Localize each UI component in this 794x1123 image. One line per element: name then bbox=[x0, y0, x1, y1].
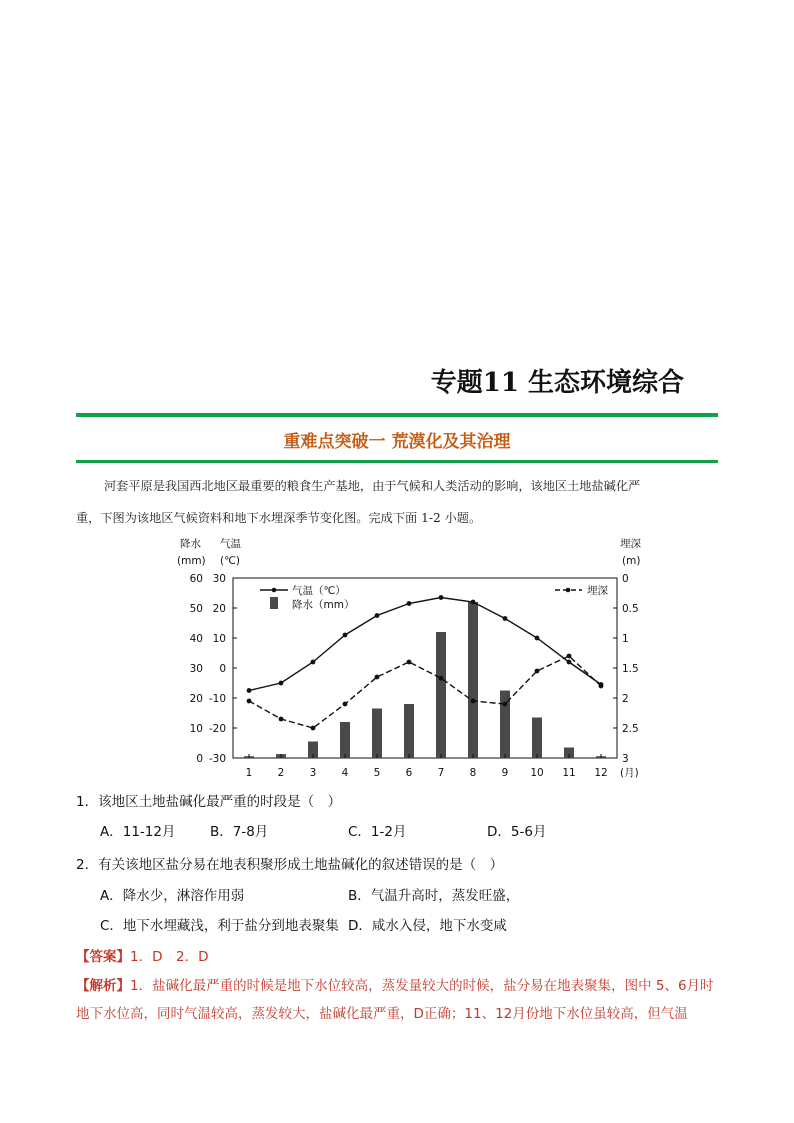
depth-point bbox=[535, 669, 540, 674]
depth-point bbox=[311, 726, 316, 731]
depth-point bbox=[567, 654, 572, 659]
legend-temp-label: 气温（℃） bbox=[292, 585, 346, 597]
temp-tick-label: 10 bbox=[212, 633, 226, 645]
x-tick-label: 11 bbox=[562, 767, 576, 779]
depth-tick-label: 3 bbox=[622, 753, 629, 765]
depth-point bbox=[279, 717, 284, 722]
depth-tick-label: 0.5 bbox=[622, 603, 639, 615]
temp-point bbox=[279, 681, 284, 686]
depth-tick-label: 2.5 bbox=[622, 723, 639, 735]
x-tick-label: 9 bbox=[501, 767, 509, 779]
legend-precip-swatch bbox=[270, 597, 278, 609]
precip-bar bbox=[532, 718, 542, 759]
temp-tick-label: 20 bbox=[212, 603, 226, 615]
precip-bar bbox=[404, 704, 414, 758]
precip-tick-label: 40 bbox=[189, 633, 203, 645]
q1-option-c[interactable]: C．1-2月 bbox=[348, 824, 407, 840]
question-2-stem: 2．有关该地区盐分易在地表积聚形成土地盐碱化的叙述错误的是（ ） bbox=[76, 857, 504, 873]
temp-point bbox=[503, 616, 508, 621]
answer-text: 1．D 2．D bbox=[130, 949, 209, 965]
legend bbox=[260, 584, 608, 611]
legend-precip-label: 降水（mm） bbox=[292, 599, 355, 611]
depth-point bbox=[247, 699, 252, 704]
depth-tick-label: 2 bbox=[622, 693, 629, 705]
precip-bar bbox=[372, 709, 382, 759]
precip-axis-label: 降水 bbox=[180, 538, 201, 550]
q2-option-c[interactable]: C．地下水埋藏浅，利于盐分到地表聚集 bbox=[100, 918, 339, 934]
temp-tick-label: -10 bbox=[208, 693, 226, 705]
analysis-tag: 【解析】 bbox=[76, 978, 130, 994]
temp-point bbox=[343, 633, 348, 638]
temp-tick-label: 30 bbox=[212, 573, 226, 585]
x-tick-label: 2 bbox=[277, 767, 285, 779]
precip-bar bbox=[340, 722, 350, 758]
intro-paragraph bbox=[76, 470, 722, 534]
x-tick-label: 10 bbox=[530, 767, 544, 779]
answer-line bbox=[76, 945, 208, 965]
temp-point bbox=[471, 600, 476, 605]
temp-axis-label: 气温 bbox=[220, 538, 241, 550]
q2-option-a[interactable]: A．降水少，淋溶作用弱 bbox=[100, 888, 245, 904]
temp-point bbox=[407, 601, 412, 606]
x-tick-label: 3 bbox=[309, 767, 317, 779]
depth-line bbox=[249, 656, 601, 728]
depth-point bbox=[471, 699, 476, 704]
depth-axis-label: 埋深 bbox=[620, 538, 641, 550]
analysis-block bbox=[76, 972, 722, 1028]
precip-tick-label: 30 bbox=[189, 663, 203, 675]
temp-tick-label: -20 bbox=[208, 723, 226, 735]
q1-option-a[interactable]: A．11-12月 bbox=[100, 824, 176, 840]
temp-tick-label: 0 bbox=[219, 663, 226, 675]
temp-point bbox=[439, 595, 444, 600]
depth-point bbox=[407, 660, 412, 665]
legend-depth-label: 埋深 bbox=[587, 585, 608, 597]
x-tick-label: 1 bbox=[245, 767, 253, 779]
q1-option-d[interactable]: D．5-6月 bbox=[487, 824, 547, 840]
x-tick-label: 6 bbox=[405, 767, 413, 779]
q2-option-b[interactable]: B．气温升高时，蒸发旺盛， bbox=[348, 888, 520, 904]
analysis-text: 1．盐碱化最严重的时候是地下水位较高，蒸发量较大的时候，盐分易在地表聚集，图中 5、6月时地下水位高，同时气温较高，蒸发较大，盐碱化最严重，D正确；11、12月份地下水位虽较高，但气温 bbox=[76, 978, 714, 1022]
bottom-divider bbox=[76, 460, 718, 463]
temp-point bbox=[247, 688, 252, 693]
depth-point bbox=[375, 675, 380, 680]
plot-frame bbox=[233, 578, 617, 758]
intro-line-1: 河套平原是我国西北地区最重要的粮食生产基地，由于气候和人类活动的影响，该地区土地盐碱化严 bbox=[104, 479, 641, 493]
precip-tick-label: 0 bbox=[196, 753, 203, 765]
depth-point bbox=[599, 684, 604, 689]
depth-tick-label: 1.5 bbox=[622, 663, 639, 675]
x-tick-label: 4 bbox=[341, 767, 349, 779]
precip-bar bbox=[436, 632, 446, 758]
temp-point bbox=[375, 613, 380, 618]
depth-tick-label: 1 bbox=[622, 633, 629, 645]
temp-axis-unit: (℃) bbox=[220, 555, 240, 567]
depth-axis-unit: (m) bbox=[622, 555, 641, 567]
answer-tag: 【答案】 bbox=[76, 949, 130, 965]
temp-point bbox=[535, 636, 540, 641]
section-title: 重难点突破一 荒漠化及其治理 bbox=[283, 432, 511, 452]
precip-tick-label: 60 bbox=[189, 573, 203, 585]
page-title: 专题11 生态环境综合 bbox=[430, 368, 684, 398]
temp-line bbox=[249, 598, 601, 691]
top-divider bbox=[76, 413, 718, 417]
x-axis-unit: (月) bbox=[620, 767, 639, 779]
precip-tick-label: 20 bbox=[189, 693, 203, 705]
x-tick-label: 12 bbox=[594, 767, 608, 779]
intro-line-2: 重，下图为该地区气候资料和地下水埋深季节变化图。完成下面 1-2 小题。 bbox=[76, 511, 482, 525]
question-1-stem: 1．该地区土地盐碱化最严重的时段是（ ） bbox=[76, 794, 342, 810]
precip-bar bbox=[468, 602, 478, 758]
climate-groundwater-chart bbox=[150, 530, 650, 785]
precip-axis-unit: (mm) bbox=[177, 555, 206, 567]
precip-tick-label: 50 bbox=[189, 603, 203, 615]
precip-tick-label: 10 bbox=[189, 723, 203, 735]
depth-tick-label: 0 bbox=[622, 573, 629, 585]
depth-point bbox=[503, 702, 508, 707]
x-tick-label: 8 bbox=[469, 767, 477, 779]
x-tick-label: 5 bbox=[373, 767, 381, 779]
q2-option-d[interactable]: D．咸水入侵，地下水变咸 bbox=[348, 918, 507, 934]
q1-option-b[interactable]: B．7-8月 bbox=[210, 824, 269, 840]
temp-tick-label: -30 bbox=[208, 753, 226, 765]
depth-point bbox=[343, 702, 348, 707]
x-tick-label: 7 bbox=[437, 767, 445, 779]
depth-point bbox=[439, 676, 444, 681]
temp-point bbox=[311, 660, 316, 665]
temp-point bbox=[567, 660, 572, 665]
